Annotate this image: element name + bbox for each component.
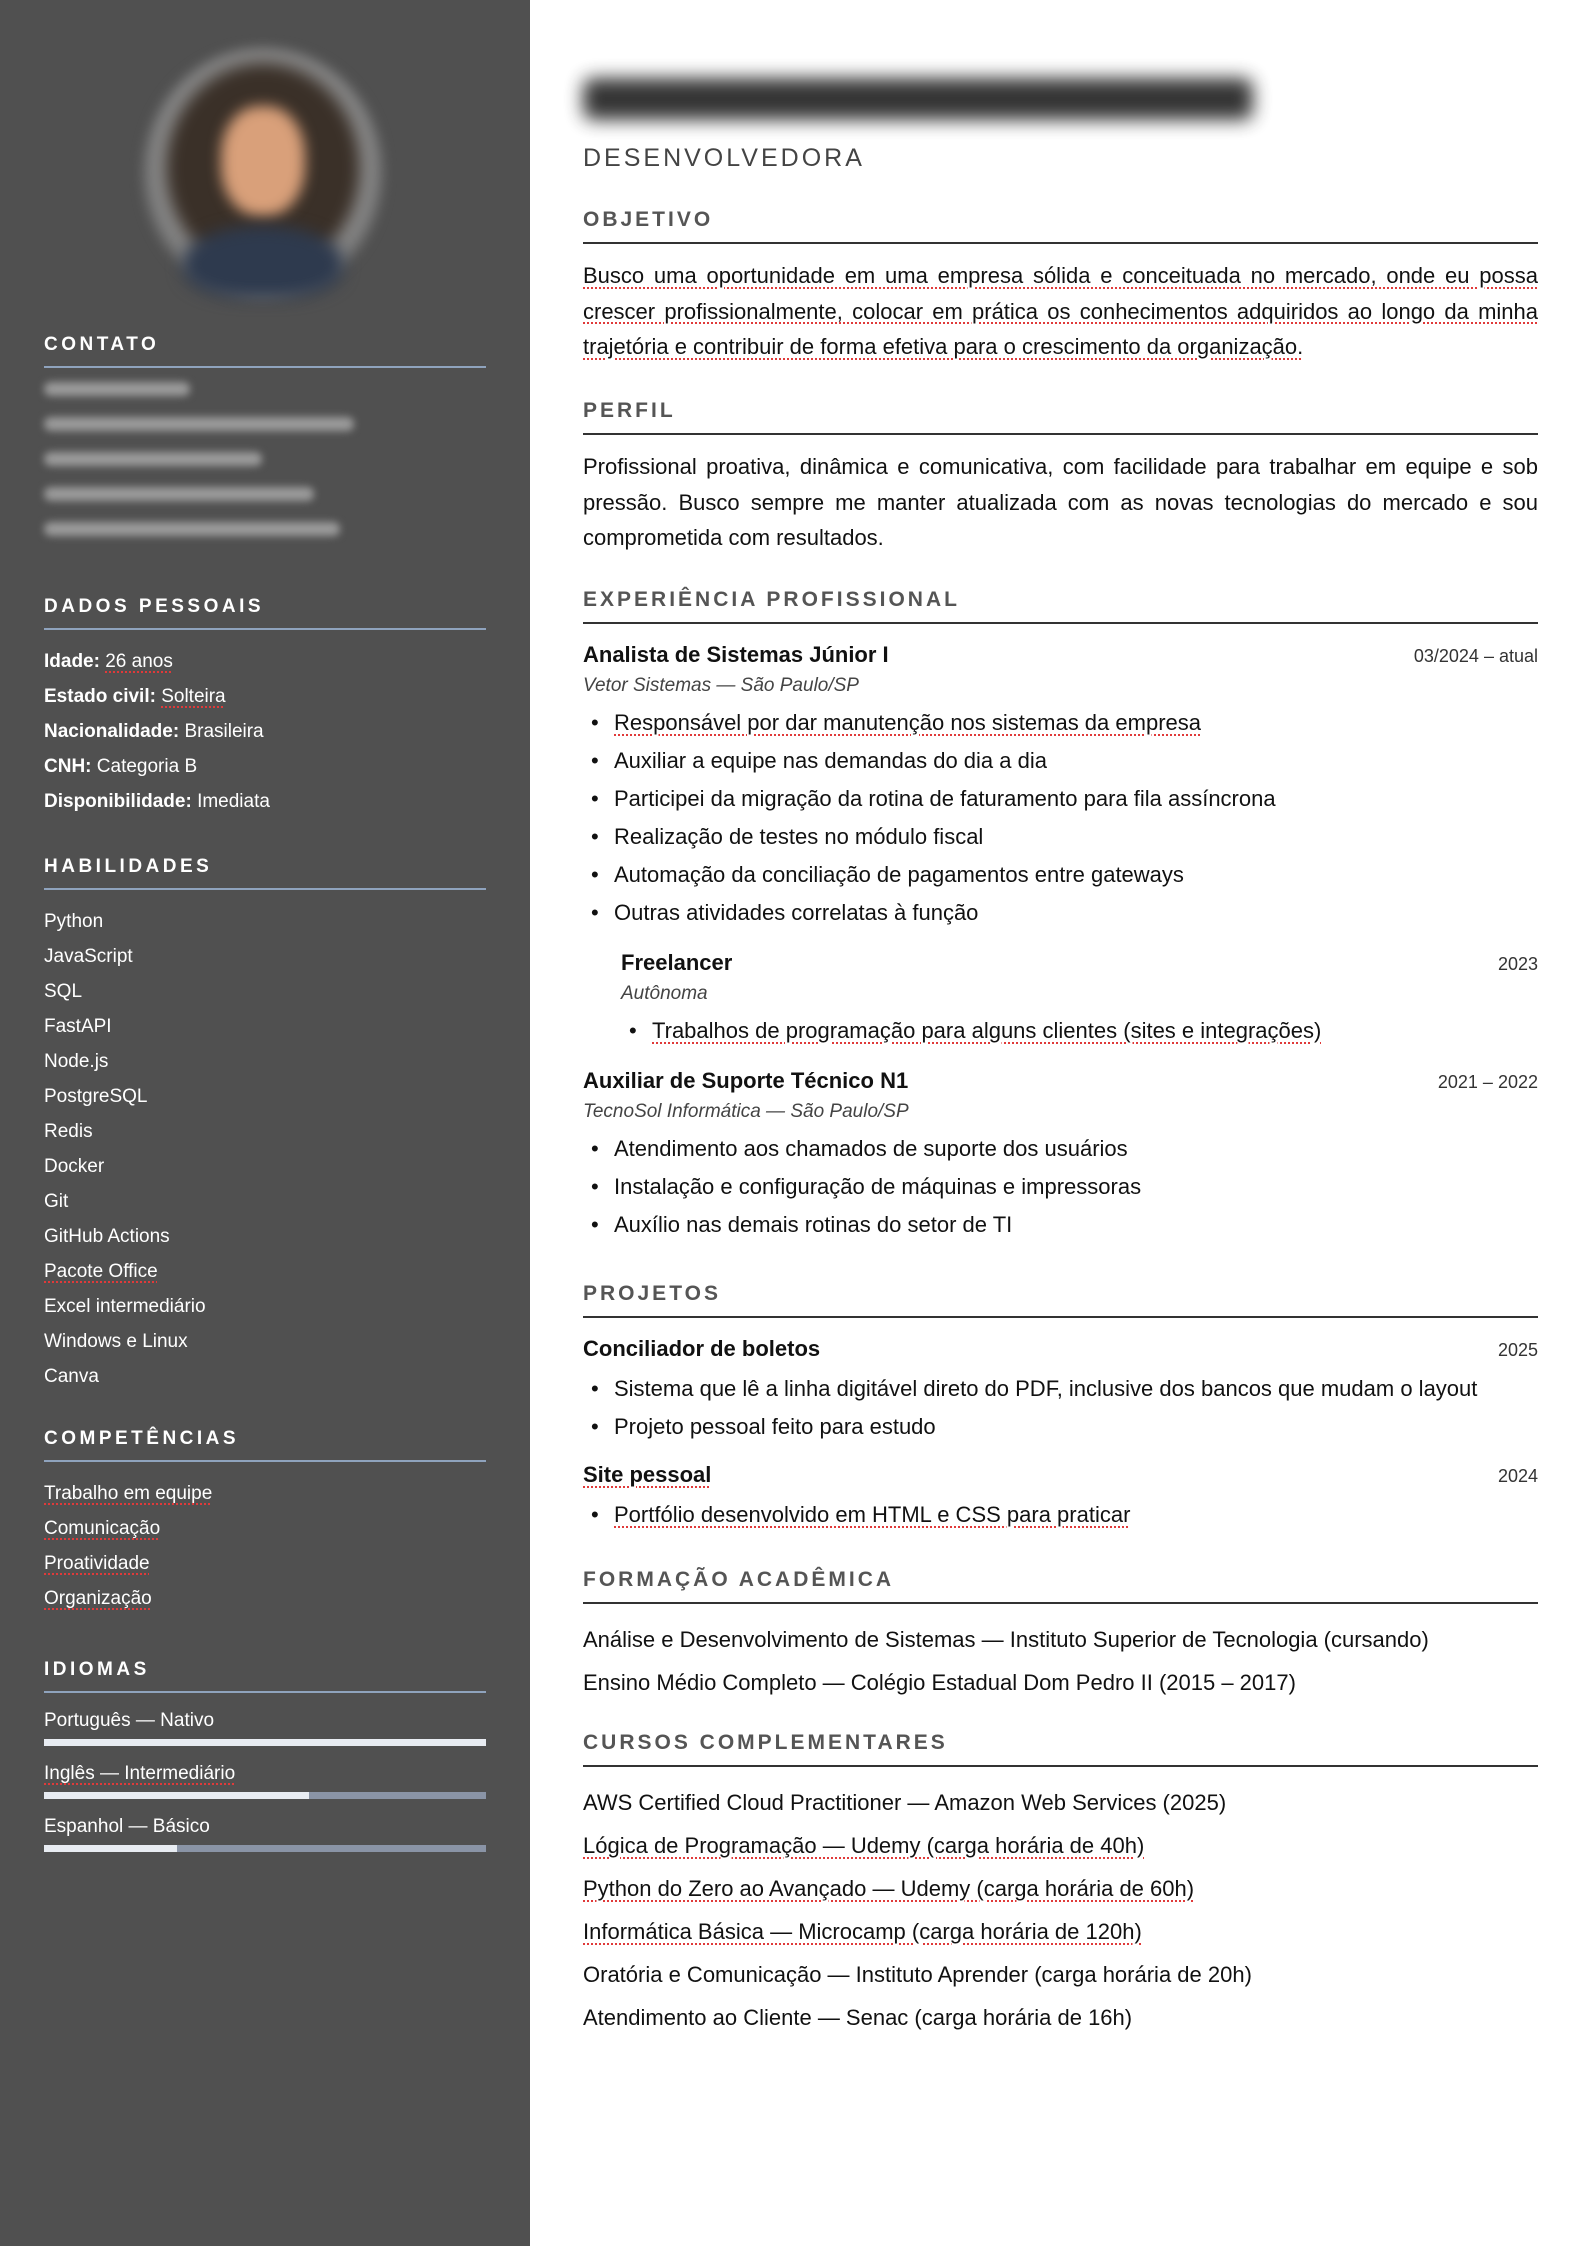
personal-item-availability xyxy=(44,784,486,819)
personal-data-section xyxy=(44,596,486,819)
language-level-fill xyxy=(44,1739,486,1746)
skill-item: Excel intermediário xyxy=(44,1296,206,1317)
language-label: Espanhol — Básico xyxy=(44,1816,210,1837)
course-item: Atendimento ao Cliente — Senac (carga horária de 16h) xyxy=(583,2005,1133,2030)
bullet-text: Responsável por dar manutenção nos sistemas da empresa xyxy=(614,710,1201,735)
personal-item-marital xyxy=(44,679,486,714)
personal-item-license xyxy=(44,749,486,784)
course-item xyxy=(583,1910,1538,1953)
languages-title: IDIOMAS xyxy=(44,1659,486,1693)
project-date: 2024 xyxy=(1497,1466,1538,1486)
contact-city-blurred xyxy=(44,487,314,501)
language-text: Inglês — Intermediário xyxy=(44,1763,236,1784)
skills-section xyxy=(44,856,486,1394)
experience-title: EXPERIÊNCIA PROFISSIONAL xyxy=(583,588,1538,624)
languages-section xyxy=(44,1659,486,1866)
role-title: DESENVOLVEDORA xyxy=(583,144,865,172)
projects-section xyxy=(583,1282,1538,1534)
skill-item xyxy=(44,1254,486,1289)
candidate-name-blurred xyxy=(583,78,1253,120)
photo-shirt xyxy=(183,226,343,298)
skill-item: Canva xyxy=(44,1366,99,1387)
job-entry xyxy=(583,1064,1538,1244)
job-bullet: • Participei da migração da rotina de faturamento para fila assíncrona xyxy=(583,780,1538,818)
personal-value: Imediata xyxy=(197,791,270,812)
project-bullet xyxy=(583,1496,1538,1534)
personal-label: Nacionalidade: xyxy=(44,721,180,742)
contact-address-blurred xyxy=(44,452,262,466)
job-bullets xyxy=(583,1130,1538,1244)
skill-item: Docker xyxy=(44,1156,105,1177)
job-date: 2023 xyxy=(1497,954,1538,974)
project-header xyxy=(583,1458,1538,1492)
skill-item: Redis xyxy=(44,1121,93,1142)
skill-item: JavaScript xyxy=(44,946,133,967)
skills-title: HABILIDADES xyxy=(44,856,486,890)
education-section xyxy=(583,1568,1538,1704)
project-title: Conciliador de boletos xyxy=(583,1336,821,1361)
language-level-fill xyxy=(44,1792,309,1799)
project-bullets xyxy=(583,1496,1538,1534)
course-text: Python do Zero ao Avançado — Udemy (carga horária de 60h) xyxy=(583,1876,1195,1901)
job-bullet: • Auxiliar a equipe nas demandas do dia a dia xyxy=(583,742,1538,780)
competency-text: Comunicação xyxy=(44,1518,161,1539)
language-level-fill xyxy=(44,1845,177,1852)
courses-title: CURSOS COMPLEMENTARES xyxy=(583,1731,1538,1767)
competency-item xyxy=(44,1511,486,1546)
job-bullet: • Instalação e configuração de máquinas e impressoras xyxy=(583,1168,1538,1206)
job-bullet xyxy=(621,1012,1538,1050)
profile-title: PERFIL xyxy=(583,399,1538,435)
job-org: Autônoma xyxy=(621,983,708,1004)
language-item xyxy=(44,1760,486,1799)
language-level-bar xyxy=(44,1739,486,1746)
projects-title: PROJETOS xyxy=(583,1282,1538,1318)
competencies-title: COMPETÊNCIAS xyxy=(44,1428,486,1462)
course-item xyxy=(583,1824,1538,1867)
contact-phone-blurred xyxy=(44,382,190,396)
personal-label: CNH: xyxy=(44,756,92,777)
education-item: Análise e Desenvolvimento de Sistemas — Instituto Superior de Tecnologia (cursando) xyxy=(583,1627,1429,1652)
job-header xyxy=(621,946,1538,980)
job-bullets xyxy=(583,704,1538,932)
job-entry xyxy=(583,638,1538,932)
personal-value: Categoria B xyxy=(96,756,198,777)
competency-text: Organização xyxy=(44,1588,152,1609)
personal-label: Disponibilidade: xyxy=(44,791,192,812)
personal-value: Solteira xyxy=(161,686,226,707)
language-label xyxy=(44,1760,486,1788)
project-bullets xyxy=(583,1370,1538,1446)
contact-title: CONTATO xyxy=(44,334,486,368)
course-text: Lógica de Programação — Udemy (carga horária de 40h) xyxy=(583,1833,1145,1858)
bullet-text: Portfólio desenvolvido em HTML e CSS para praticar xyxy=(614,1502,1131,1527)
profile-section xyxy=(583,399,1538,556)
personal-label: Idade: xyxy=(44,651,100,672)
job-date: 2021 – 2022 xyxy=(1437,1072,1538,1092)
project-bullet: • Sistema que lê a linha digitável direto do PDF, inclusive dos bancos que mudam o layout xyxy=(583,1370,1538,1408)
job-bullet: • Automação da conciliação de pagamentos entre gateways xyxy=(583,856,1538,894)
objective-section xyxy=(583,208,1538,365)
competency-text: Proatividade xyxy=(44,1553,150,1574)
personal-value: 26 anos xyxy=(105,651,173,672)
language-item xyxy=(44,1707,486,1746)
job-date: 03/2024 – atual xyxy=(1413,646,1538,666)
project-entry xyxy=(583,1458,1538,1534)
course-item: Oratória e Comunicação — Instituto Aprender (carga horária de 20h) xyxy=(583,1962,1252,1987)
job-bullet: • Auxílio nas demais rotinas do setor de TI xyxy=(583,1206,1538,1244)
profile-photo xyxy=(143,48,383,298)
contact-email-blurred xyxy=(44,417,354,431)
objective-title: OBJETIVO xyxy=(583,208,1538,244)
competencies-section xyxy=(44,1428,486,1616)
bullet-text: Trabalhos de programação para alguns clientes (sites e integrações) xyxy=(652,1018,1322,1043)
job-header xyxy=(583,638,1538,672)
project-title: Site pessoal xyxy=(583,1462,712,1487)
skill-item: Git xyxy=(44,1191,69,1212)
skill-item: Node.js xyxy=(44,1051,109,1072)
contact-section xyxy=(44,334,486,557)
project-bullet: • Projeto pessoal feito para estudo xyxy=(583,1408,1538,1446)
skill-item: PostgreSQL xyxy=(44,1086,148,1107)
language-label: Português — Nativo xyxy=(44,1710,215,1731)
personal-label: Estado civil: xyxy=(44,686,156,707)
skill-item: GitHub Actions xyxy=(44,1226,170,1247)
job-title: Freelancer xyxy=(621,950,733,975)
project-header xyxy=(583,1332,1538,1366)
sidebar xyxy=(0,0,530,2246)
competency-item xyxy=(44,1581,486,1616)
job-bullet: • Outras atividades correlatas à função xyxy=(583,894,1538,932)
experience-section xyxy=(583,588,1538,1244)
job-bullet: • Realização de testes no módulo fiscal xyxy=(583,818,1538,856)
job-title: Auxiliar de Suporte Técnico N1 xyxy=(583,1068,909,1093)
skill-item: Python xyxy=(44,911,104,932)
objective-text: Busco uma oportunidade em uma empresa sólida e conceituada no mercado, onde eu possa crescer profissionalmente, colocar em prática os conhecimentos adquiridos ao longo da minha trajetória e contribuir de forma efetiva para o crescimento da organização. xyxy=(583,263,1538,359)
project-date: 2025 xyxy=(1497,1340,1538,1360)
job-title: Analista de Sistemas Júnior I xyxy=(583,642,889,667)
job-entry-freelancer xyxy=(583,946,1538,1050)
course-item: AWS Certified Cloud Practitioner — Amazon Web Services (2025) xyxy=(583,1790,1227,1815)
competency-item xyxy=(44,1546,486,1581)
job-bullet xyxy=(583,704,1538,742)
language-item xyxy=(44,1813,486,1852)
job-org: Vetor Sistemas — São Paulo/SP xyxy=(583,675,859,696)
personal-value: Brasileira xyxy=(184,721,264,742)
photo-face xyxy=(221,106,305,216)
education-item: Ensino Médio Completo — Colégio Estadual Dom Pedro II (2015 – 2017) xyxy=(583,1670,1296,1695)
job-bullet: • Atendimento aos chamados de suporte dos usuários xyxy=(583,1130,1538,1168)
job-header xyxy=(583,1064,1538,1098)
skill-item: Windows e Linux xyxy=(44,1331,188,1352)
project-entry xyxy=(583,1332,1538,1446)
courses-section xyxy=(583,1731,1538,2039)
language-level-bar xyxy=(44,1845,486,1852)
contact-linkedin-blurred xyxy=(44,522,340,536)
job-bullets xyxy=(621,1012,1538,1050)
competency-item xyxy=(44,1476,486,1511)
job-org: TecnoSol Informática — São Paulo/SP xyxy=(583,1101,909,1122)
education-title: FORMAÇÃO ACADÊMICA xyxy=(583,1568,1538,1604)
competency-text: Trabalho em equipe xyxy=(44,1483,213,1504)
skill-item: FastAPI xyxy=(44,1016,112,1037)
course-item xyxy=(583,1867,1538,1910)
profile-text: Profissional proativa, dinâmica e comunicativa, com facilidade para trabalhar em equipe e sob pressão. Busco sempre me manter atualizada com as novas tecnologias do mercado e sou comprometida com resultados. xyxy=(583,454,1538,550)
course-text: Informática Básica — Microcamp (carga horária de 120h) xyxy=(583,1919,1142,1944)
language-level-bar xyxy=(44,1792,486,1799)
personal-item-nationality xyxy=(44,714,486,749)
skill-item: SQL xyxy=(44,981,83,1002)
skill-text: Pacote Office xyxy=(44,1261,158,1282)
personal-item-age xyxy=(44,644,486,679)
personal-data-title: DADOS PESSOAIS xyxy=(44,596,486,630)
